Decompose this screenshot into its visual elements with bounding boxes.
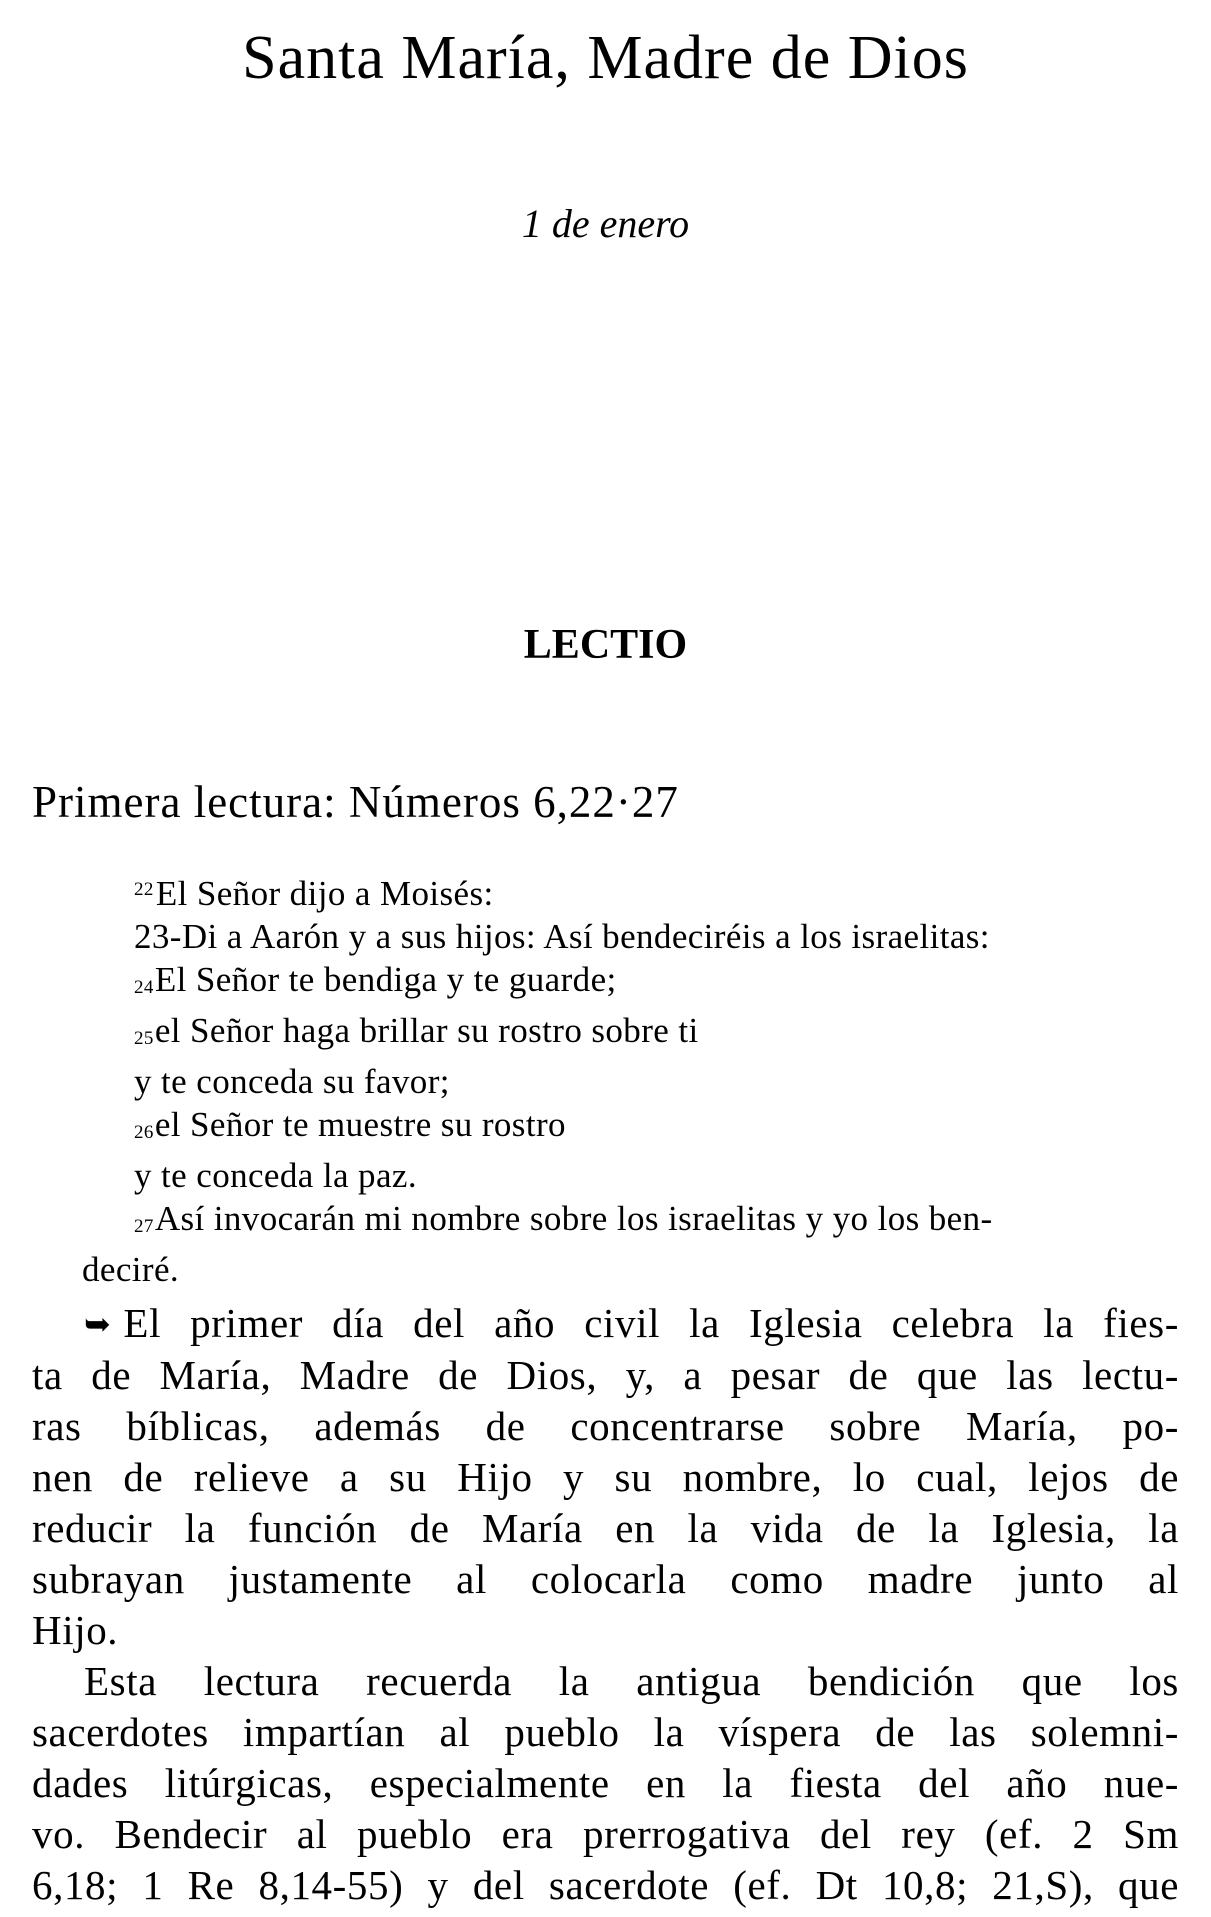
verse-number: 24 <box>134 977 154 998</box>
commentary-line: Esta lectura recuerda la antigua bendición que los <box>84 1658 1179 1704</box>
commentary-line: ➥ El primer día del año civil la Iglesia celebra la fies- <box>32 1298 1179 1350</box>
verse-line <box>134 1197 1184 1248</box>
verse-number: 27 <box>134 1216 154 1237</box>
commentary-line: reducir la función de María en la vida de la Iglesia, la <box>32 1505 1179 1551</box>
verse-text: el Señor haga brillar su rostro sobre ti <box>154 1011 699 1050</box>
verse-text: El Señor dijo a Moisés: <box>155 874 494 913</box>
verse-line <box>134 915 1184 958</box>
page-title: Santa María, Madre de Dios <box>242 24 969 92</box>
commentary <box>32 1298 1179 1911</box>
commentary-line: vo. Bendecir al pueblo era prerrogativa del rey (ef. 2 Sm <box>32 1811 1179 1857</box>
arrow-icon: ➥ <box>84 1305 112 1343</box>
verse-number: 26 <box>134 1122 154 1143</box>
verse-line <box>134 868 1184 915</box>
commentary-line: Hijo. <box>32 1607 119 1653</box>
verse-number: 22 <box>134 879 154 900</box>
commentary-line: ta de María, Madre de Dios, y, a pesar de que las lectu- <box>32 1352 1179 1398</box>
commentary-line: nen de relieve a su Hijo y su nombre, lo cual, lejos de <box>32 1454 1179 1500</box>
commentary-line: sacerdotes impartían al pueblo la víspera de las solemni- <box>32 1709 1179 1755</box>
verse-text: Así invocarán mi nombre sobre los israelitas y yo los ben- <box>154 1199 993 1238</box>
verse-text: el Señor te muestre su rostro <box>154 1105 566 1144</box>
verse-line <box>134 1154 1184 1197</box>
verse-line <box>134 1060 1184 1103</box>
verse-number: 25 <box>134 1028 154 1049</box>
verse-line <box>134 958 1184 1009</box>
reading-title: Primera lectura: Números 6,22·27 <box>32 777 679 827</box>
verse-line <box>134 1103 1184 1154</box>
verse-text: El Señor te bendiga y te guarde; <box>154 960 617 999</box>
feast-date: 1 de enero <box>521 201 690 246</box>
commentary-line: ras bíblicas, además de concentrarse sobre María, po- <box>32 1403 1179 1449</box>
commentary-line: 6,18; 1 Re 8,14-55) y del sacerdote (ef. Dt 10,8; 21,S), que <box>32 1862 1179 1908</box>
commentary-line: dades litúrgicas, especialmente en la fiesta del año nue- <box>32 1760 1179 1806</box>
verse-text: y te conceda su favor; <box>134 1062 450 1101</box>
verse-line <box>134 1009 1184 1060</box>
verse-text: 23-Di a Aarón y a sus hijos: Así bendeciréis a los israelitas: <box>134 917 990 956</box>
verse-text: y te conceda la paz. <box>134 1156 417 1195</box>
verse-text: deciré. <box>82 1250 180 1289</box>
section-heading: LECTIO <box>523 622 688 668</box>
commentary-line: subrayan justamente al colocarla como madre junto al <box>32 1556 1179 1602</box>
verse-line <box>82 1248 1184 1291</box>
scripture-verses <box>82 868 1184 1291</box>
